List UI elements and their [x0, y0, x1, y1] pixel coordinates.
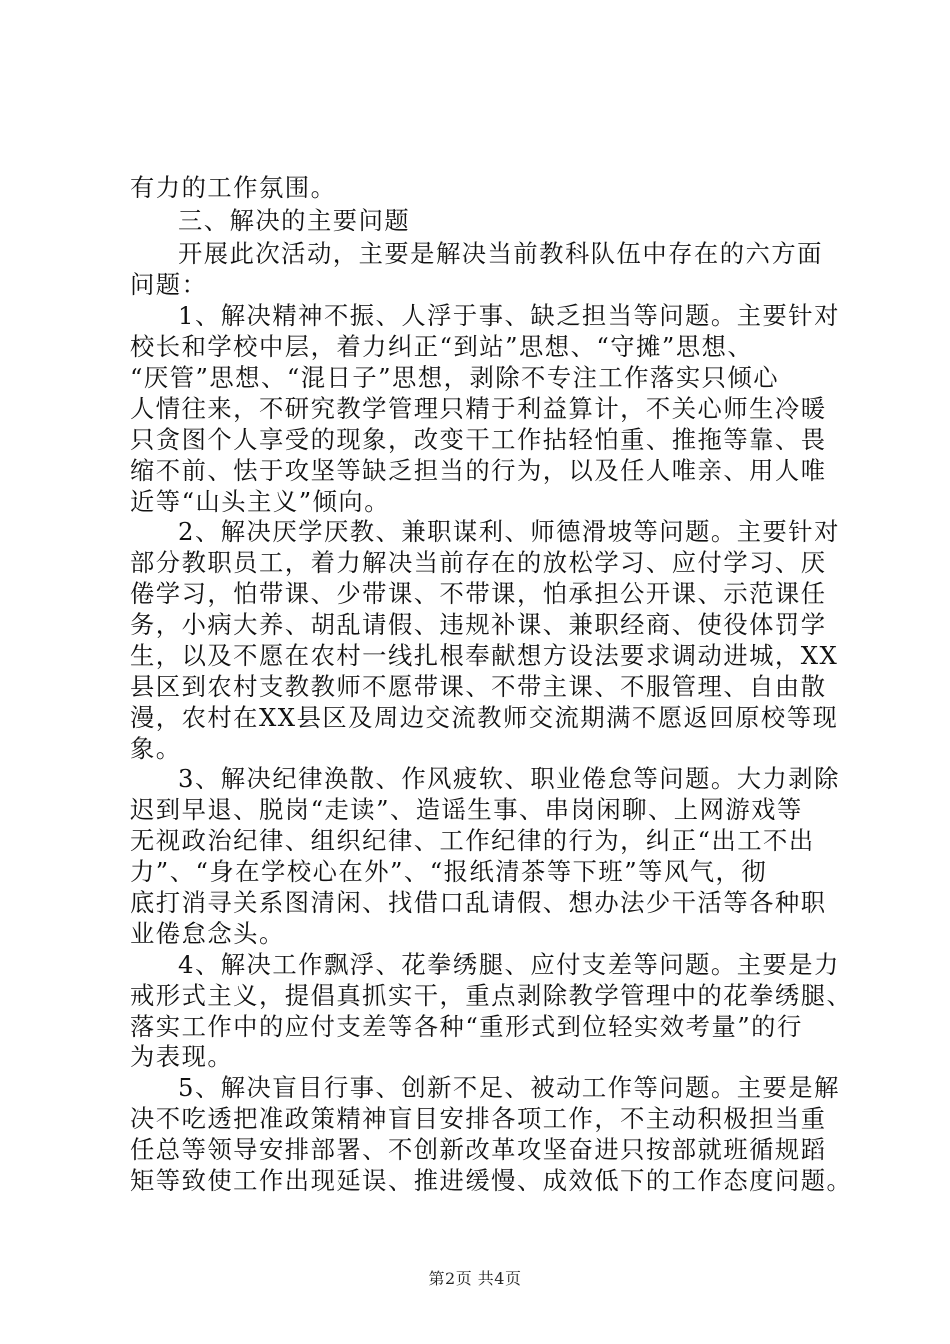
text-line: 缩不前、怯于攻坚等缺乏担当的行为，以及任人唯亲、用人唯: [130, 456, 827, 485]
text-line: 校长和学校中层，着力纠正“到站”思想、“守摊”思想、: [130, 332, 754, 361]
text-line: 县区到农村支教教师不愿带课、不带主课、不服管理、自由散: [130, 672, 827, 701]
text-line: 迟到早退、脱岗“走读”、造谣生事、串岗闲聊、上网游戏等: [130, 795, 803, 824]
text-line: 漫，农村在XX县区及周边交流教师交流期满不愿返回原校等现: [130, 703, 839, 732]
text-line: 只贪图个人享受的现象，改变干工作拈轻怕重、推拖等靠、畏: [130, 425, 827, 454]
text-line: 近等“山头主义”倾向。: [130, 487, 391, 516]
text-line: 戒形式主义，提倡真抓实干，重点剥除教学管理中的花拳绣腿、: [130, 981, 853, 1010]
text-line: 生，以及不愿在农村一线扎根奉献想方设法要求调动进城，XX: [130, 641, 839, 670]
text-line: 4、解决工作飘浮、花拳绣腿、应付支差等问题。主要是力: [178, 950, 840, 979]
text-line: 5、解决盲目行事、创新不足、被动工作等问题。主要是解: [178, 1073, 840, 1102]
text-line: 象。: [130, 734, 182, 763]
text-line: 力”、“身在学校心在外”、“报纸清茶等下班”等风气，彻: [130, 857, 768, 886]
text-line: 3、解决纪律涣散、作风疲软、职业倦怠等问题。大力剥除: [178, 764, 840, 793]
text-line: 落实工作中的应付支差等各种“重形式到位轻实效考量”的行: [130, 1012, 803, 1041]
text-line: 矩等致使工作出现延误、推进缓慢、成效低下的工作态度问题。: [130, 1166, 853, 1195]
text-line: 2、解决厌学厌教、兼职谋利、师德滑坡等问题。主要针对: [178, 517, 840, 546]
text-line: 人情往来，不研究教学管理只精于利益算计，不关心师生冷暖: [130, 394, 827, 423]
text-line: 1、解决精神不振、人浮于事、缺乏担当等问题。主要针对: [178, 301, 840, 330]
text-line: 决不吃透把准政策精神盲目安排各项工作，不主动积极担当重: [130, 1104, 827, 1133]
text-line: 问题：: [130, 270, 208, 299]
text-line: 部分教职员工，着力解决当前存在的放松学习、应付学习、厌: [130, 548, 827, 577]
section-heading: 三、解决的主要问题: [178, 206, 411, 235]
text-line: “厌管”思想、“混日子”思想，剥除不专注工作落实只倾心: [130, 363, 780, 392]
text-line: 底打消寻关系图清闲、找借口乱请假、想办法少干活等各种职: [130, 888, 827, 917]
text-line: 业倦怠念头。: [130, 919, 285, 948]
text-line: 有力的工作氛围。: [130, 173, 337, 202]
text-line: 倦学习，怕带课、少带课、不带课，怕承担公开课、示范课任: [130, 579, 827, 608]
page-number-footer: 第2页 共4页: [428, 1269, 522, 1288]
text-line: 开展此次活动，主要是解决当前教科队伍中存在的六方面: [178, 239, 823, 268]
text-line: 务，小病大养、胡乱请假、违规补课、兼职经商、使役体罚学: [130, 610, 827, 639]
text-line: 任总等领导安排部署、不创新改革攻坚奋进只按部就班循规蹈: [130, 1135, 827, 1164]
text-line: 无视政治纪律、组织纪律、工作纪律的行为，纠正“出工不出: [130, 826, 815, 855]
text-line: 为表现。: [130, 1042, 234, 1071]
